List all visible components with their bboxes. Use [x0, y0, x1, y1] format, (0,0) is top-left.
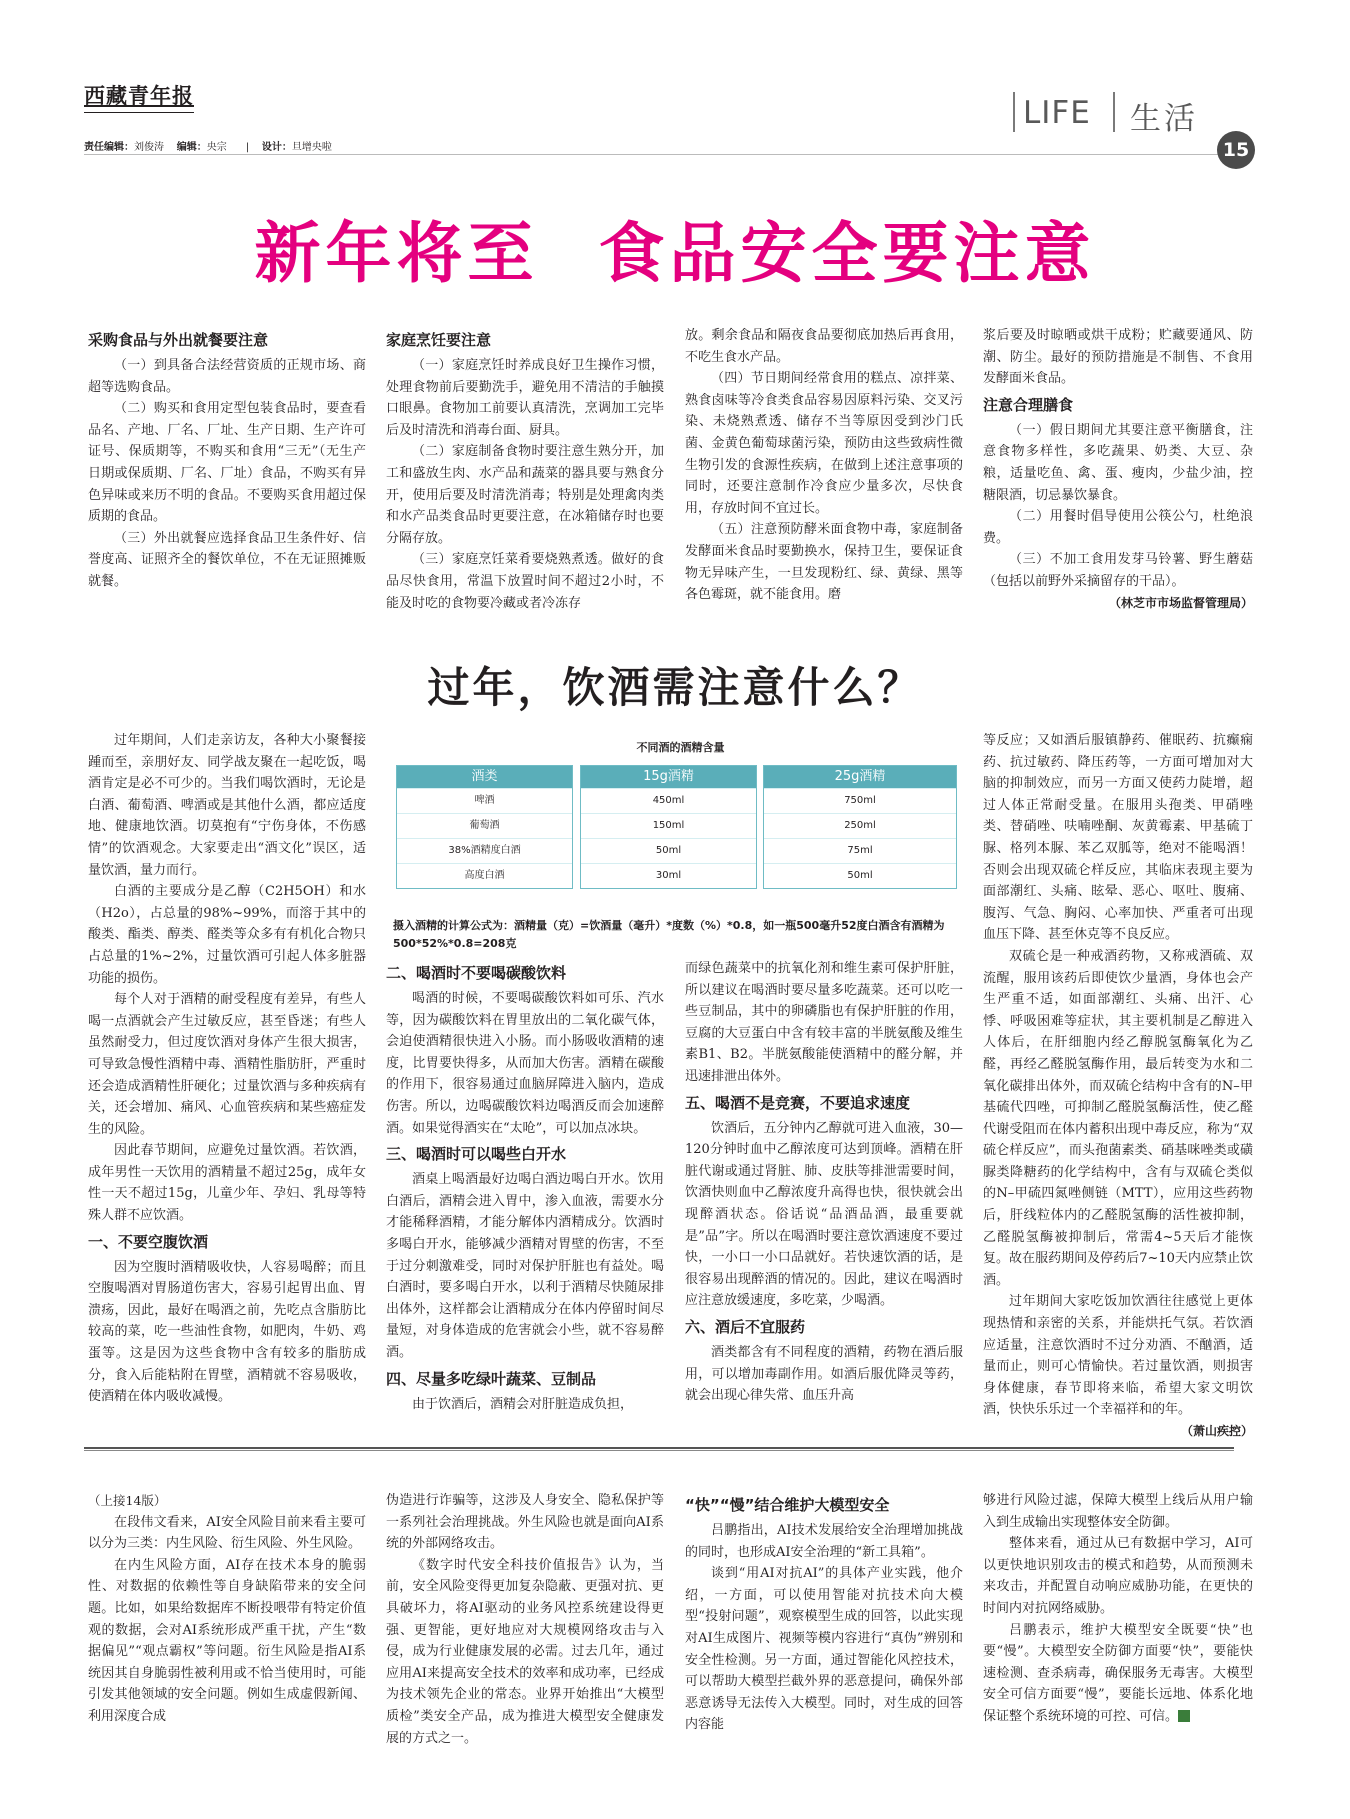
table-group-15g	[580, 765, 757, 889]
continuation-note: （上接14版）	[88, 1493, 167, 1508]
table-group-25g	[763, 765, 957, 889]
article1-column-3	[685, 325, 963, 625]
article3-column-4	[983, 1490, 1253, 1790]
paragraph: 酒类都含有不同程度的酒精，药物在酒后服用，可以增加毒副作用。如酒后服优降灵等药，就会出现心律失常、血压升高	[685, 1344, 963, 1404]
paragraph: 整体来看，通过从已有数据中学习，AI可以更快地识别攻击的模式和趋势，从而预测未来攻击，并配置自动响应威胁功能，在更快的时间内对抗网络威胁。	[983, 1536, 1253, 1616]
end-mark-icon: 终	[1178, 1710, 1190, 1722]
newspaper-logo: 西藏青年报	[84, 83, 194, 108]
subheading: 注意合理膳食	[983, 395, 1074, 414]
staff-editor: 刘俊涛	[134, 142, 164, 153]
staff-edit: 央宗	[206, 142, 227, 153]
article2-column-3	[685, 958, 963, 1430]
paragraph: 过年期间，人们走亲访友，各种大小聚餐接踵而至，亲朋好友、同学战友聚在一起吃饭，喝酒肯定是必不可少的。当我们喝饮酒时，无论是白酒、葡萄酒、啤酒或是其他什么酒，都应适度地、健康地饮酒。切莫抱有“宁伤身体，不伤感情”的饮酒观念。大家要走出“酒文化”误区，适量饮酒，量力而行。	[88, 733, 366, 878]
logo-tibetan-script-line	[84, 105, 194, 113]
table-cell: 750ml	[764, 788, 956, 813]
paragraph: （二）用餐时倡导使用公筷公勺，杜绝浪费。	[983, 509, 1253, 546]
alcohol-formula: 摄入酒精的计算公式为：酒精量（克）=饮酒量（毫升）*度数（%）*0.8，如一瓶500毫升52度白酒含有酒精为500*52%*0.8=208克	[393, 919, 945, 950]
paragraph: 浆后要及时晾晒或烘干成粉；贮藏要通风、防潮、防尘。最好的预防措施是不制售、不食用发酵面米食品。	[983, 328, 1253, 387]
table-cell: 150ml	[581, 813, 756, 838]
article2-headline: 过年，饮酒需注意什么？	[427, 663, 923, 712]
article2-column-2	[386, 958, 664, 1430]
staff-label-edit: 编辑：	[176, 142, 207, 153]
paragraph: （五）注意预防酵米面食物中毒，家庭制备发酵面米食品时要勤换水，保持卫生，要保证食物无异味产生，一旦发现粉红、绿、黄绿、黑等各色霉斑，就不能食用。磨	[685, 522, 963, 603]
table-cell: 30ml	[581, 863, 756, 888]
table-cell: 50ml	[764, 863, 956, 888]
table-header: 25g酒精	[764, 766, 956, 788]
paragraph: （二）购买和食用定型包装食品时，要查看品名、产地、厂名、厂址、生产日期、生产许可证号、保质期等，不购买和食用“三无”（无生产日期或保质期、厂名、厂址）食品，不购买有异色异味或来历不明的食品。不要购买食用超过保质期的食品。	[88, 401, 366, 525]
article1-column-1	[88, 325, 366, 625]
subheading: 二、喝酒时不要喝碳酸饮料	[386, 964, 567, 982]
table-group-liquor	[396, 765, 573, 889]
section-separator-thin	[84, 1450, 1234, 1451]
subheading: 家庭烹饪要注意	[386, 331, 492, 349]
paragraph: 吕鹏指出，AI技术发展给安全治理增加挑战的同时，也形成AI安全治理的“新工具箱”。	[685, 1523, 963, 1560]
subheading: 四、尽量多吃绿叶蔬菜、豆制品	[386, 1369, 597, 1388]
table-cell: 250ml	[764, 813, 956, 838]
paragraph: （三）家庭烹饪菜肴要烧熟煮透。做好的食品尽快食用，常温下放置时间不超过2小时，不能及时吃的食物要冷藏或者冷冻存	[386, 552, 664, 611]
table-cell: 50ml	[581, 838, 756, 863]
article3-column-1	[88, 1490, 366, 1790]
subheading: 一、不要空腹饮酒	[88, 1232, 209, 1251]
paragraph: 双硫仑是一种戒酒药物，又称戒酒硫、双流醒，服用该药后即使饮少量酒，身体也会产生严重不适，如面部潮红、头痛、出汗、心悸、呼吸困难等症状，其主要机制是乙醇进入人体后，在肝细胞内经乙醇脱氢酶氧化为乙醛，再经乙醛脱氢酶作用，最后转变为水和二氧化碳排出体外，而双硫仑结构中含有的N–甲基硫代四唑，可抑制乙醛脱氢酶活性，使乙醛代谢受阻而在体内蓄积出现中毒反应，称为“双硫仑样反应”，而头孢菌素类、硝基咪唑类或磺脲类降糖药的化学结构中，含有与双硫仑类似的N–甲硫四氮唑侧链（MTT），应用这些药物后，肝线粒体内的乙醛脱氢酶的活性被抑制，乙醛脱氢酶被抑制后，常需4~5天后才能恢复。故在服药期间及停药后7~10天内应禁止饮酒。	[983, 948, 1253, 1288]
paragraph: （三）外出就餐应选择食品卫生条件好、信誉度高、证照齐全的餐饮单位，不在无证照摊贩就餐。	[88, 530, 366, 589]
section-divider-right	[1113, 92, 1115, 132]
paragraph: 因为空腹时酒精吸收快，人容易喝醉；而且空腹喝酒对胃肠道伤害大，容易引起胃出血、胃溃疡，因此，最好在喝酒之前，先吃点含脂肪比较高的菜，吃一些油性食物，如肥肉，牛奶、鸡蛋等。这是因为这些食物中含有较多的脂肪成分，食入后能粘附在胃壁，酒精就不容易吸收，使酒精在体内吸收减慢。	[88, 1259, 366, 1405]
paragraph	[983, 1620, 1253, 1728]
section-divider-left	[1013, 92, 1015, 132]
paragraph: 酒桌上喝酒最好边喝白酒边喝白开水。饮用白酒后，酒精会进入胃中，渗入血液，需要水分才能稀释酒精，才能分解体内酒精成分。饮酒时多喝白开水，能够减少酒精对胃壁的伤害，不至于过分刺激难受，同时对保护肝脏也有益处。喝白酒时，要多喝白开水，以利于酒精尽快随尿排出体外，这样都会让酒精成分在体内停留时间尽量短，对身体造成的危害就会小些，就不容易醉酒。	[386, 1172, 664, 1360]
page-number-badge: 15	[1217, 131, 1255, 169]
section-label-en: LIFE	[1023, 95, 1091, 131]
paragraph: （一）假日期间尤其要注意平衡膳食，注意食物多样性，多吃蔬果、奶类、大豆、杂粮，适量吃鱼、禽、蛋、瘦肉，少盐少油，控糖限酒，切忌暴饮暴食。	[983, 422, 1253, 503]
paragraph: 每个人对于酒精的耐受程度有差异，有些人喝一点酒就会产生过敏反应，甚至昏迷；有些人虽然耐受力，但过度饮酒对身体产生很大损害，可导致急慢性酒精中毒、酒精性脂肪肝，严重时还会造成酒精性肝硬化；过量饮酒与多种疾病有关，还会增加、痛风、心血管疾病和某些癌症发生的风险。	[88, 992, 366, 1137]
paragraph: 等反应；又如酒后服镇静药、催眠药、抗癫痫药、抗过敏药、降压药等，一方面可增加对大脑的抑制效应，而另一方面又使药力陡增，超过人体正常耐受量。在服用头孢类、甲硝唑类、替硝唑、呋喃唑酮、灰黄霉素、甲基硫丁脲、格列本脲、苯乙双胍等，绝对不能喝酒！否则会出现双硫仑样反应，其临床表现主要为面部潮红、头痛、眩晕、恶心、呕吐、腹痛、腹泻、气急、胸闷、心率加快、严重者可出现血压下降、甚至休克等不良反应。	[983, 733, 1253, 943]
table-cell: 75ml	[764, 838, 956, 863]
paragraph: 白酒的主要成分是乙醇（C2H5OH）和水（H2o），占总量的98%~99%，而溶于其中的酸类、酯类、醇类、醛类等众多有有机化合物只占总量的1%~2%，过量饮酒可引起人体多脏器功能的损伤。	[88, 884, 366, 986]
table-header: 酒类	[397, 766, 572, 788]
headline-part-a: 新年将至	[254, 215, 539, 292]
paragraph: 由于饮酒后，酒精会对肝脏造成负担，	[412, 1396, 634, 1412]
paragraph: （一）家庭烹饪时养成良好卫生操作习惯，处理食物前后要勤洗手，避免用不清洁的手触摸口眼鼻。食物加工前要认真清洗，烹调加工完毕后及时清洗和消毒台面、厨具。	[386, 358, 664, 438]
paragraph: （四）节日期间经常食用的糕点、凉拌菜、熟食卤味等冷食类食品容易因原料污染、交叉污染、未烧熟煮透、储存不当等原因受到沙门氏菌、金黄色葡萄球菌污染，预防由这些致病性微生物引发的食源性疾病，在做到上述注意事项的同时，还要注意制作冷食应少量多次，尽快食用，存放时间不宜过长。	[685, 371, 963, 516]
alcohol-content-table	[393, 733, 968, 948]
paragraph: 饮酒后，五分钟内乙醇就可进入血液，30—120分钟时血中乙醇浓度可达到顶峰。酒精在肝脏代谢或通过肾脏、肺、皮肤等排泄需要时间，饮酒快则血中乙醇浓度升高得也快，很快就会出现醉酒状态。俗话说“品酒品酒，最重要就是”品”字。所以在喝酒时要注意饮酒速度不要过快，一小口一小口品就好。若快速饮酒的话，是很容易出现醉酒的情况的。因此，建议在喝酒时应注意放缓速度，多吃菜，少喝酒。	[685, 1120, 963, 1309]
subheading: 六、酒后不宜服药	[685, 1317, 806, 1336]
section-separator	[84, 1447, 1234, 1449]
article1-column-4	[983, 325, 1253, 625]
table-title: 不同酒的酒精含量	[636, 741, 725, 754]
paragraph: 在段伟文看来，AI安全风险目前来看主要可以分为三类：内生风险、衍生风险、外生风险。	[88, 1514, 366, 1552]
staff-label-editor: 责任编辑：	[84, 142, 134, 153]
paragraph: （三）不加工食用发芽马铃薯、野生蘑菇（包括以前野外采摘留存的干品）。	[983, 552, 1253, 589]
article1-headline	[0, 200, 1350, 295]
paragraph: 喝酒的时候，不要喝碳酸饮料如可乐、汽水等，因为碳酸饮料在胃里放出的二氧化碳气体，会迫使酒精很快进入小肠。而小肠吸收酒精的速度，比胃要快得多，从而加大伤害。酒精在碳酸的作用下，很容易通过血脑屏障进入脑内，造成伤害。所以，边喝碳酸饮料边喝酒反而会加速醉酒。如果觉得酒实在“太呛”，可以加点冰块。	[386, 991, 664, 1136]
paragraph: （一）到具备合法经营资质的正规市场、商超等选购食品。	[88, 358, 366, 395]
subheading: “快”“慢”结合维护大模型安全	[685, 1496, 890, 1514]
article3-column-2	[386, 1490, 664, 1790]
paragraph: （二）家庭制备食物时要注意生熟分开，加工和盛放生肉、水产品和蔬菜的器具要与熟食分开，使用后要及时清洗消毒；特别是处理禽肉类和水产品类食品时更要注意，在冰箱储存时也要分隔存放。	[386, 444, 664, 546]
table-cell: 啤酒	[397, 788, 572, 813]
article-source: （萧山疾控）	[1180, 1424, 1253, 1438]
table-cell: 38%酒精度白酒	[397, 838, 572, 863]
headline-part-b: 食品安全要注意	[598, 215, 1096, 292]
section-label-cn: 生活	[1130, 101, 1198, 137]
staff-design: 旦增央啦	[291, 142, 332, 153]
staff-credits	[84, 138, 332, 153]
paragraph: 放。剩余食品和隔夜食品要彻底加热后再食用，不吃生食水产品。	[685, 328, 963, 365]
table-cell: 高度白酒	[397, 863, 572, 888]
article-source: （林芝市市场监督管理局）	[1108, 595, 1253, 610]
paragraph: 够进行风险过滤，保障大模型上线后从用户输入到生成输出实现整体安全防御。	[983, 1493, 1253, 1530]
paragraph: 谈到“用AI对抗AI”的具体产业实践，他介绍，一方面，可以使用智能对抗技术向大模型“投射问题”，观察模型生成的回答，以此实现对AI生成图片、视频等模内容进行“真伪”辨别和安全性检测。另一方面，通过智能化风控技术，可以帮助大模型拦截外界的恶意提问，确保外部恶意诱导无法传入大模型。同时，对生成的回答内容能	[685, 1566, 963, 1733]
staff-separator: |	[245, 142, 250, 153]
paragraph-text: 吕鹏表示，维护大模型安全既要“快”也要“慢”。大模型安全防御方面要“快”，要能快速检测、查杀病毒，确保服务无毒害。大模型安全可信方面要“慢”，要能长远地、体系化地保证整个系统环境的可控、可信。	[983, 1622, 1253, 1724]
article2-column-4	[983, 730, 1253, 1438]
paragraph: 过年期间大家吃饭加饮酒往往感觉上更体现热情和亲密的关系，并能烘托气氛。若饮酒应适量，注意饮酒时不过分劝酒、不酗酒，适量而止，则可心情愉快。若过量饮酒，则损害身体健康，春节即将来临，希望大家文明饮酒，快快乐乐过一个幸福祥和的年。	[983, 1294, 1253, 1418]
staff-label-design: 设计：	[261, 142, 292, 153]
table-cell: 450ml	[581, 788, 756, 813]
article3-column-3	[685, 1490, 963, 1790]
paragraph: 《数字时代安全科技价值报告》认为，当前，安全风险变得更加复杂隐蔽、更强对抗、更具破坏力，将AI驱动的业务风控系统建设得更强、更智能，更好地应对大规模网络攻击与入侵，成为行业健康发展的必需。过去几年，通过应用AI来提高安全技术的效率和成功率，已经成为技术领先企业的常态。业界开始推出“大模型质检”类安全产品，成为推进大模型安全健康发展的方式之一。	[386, 1557, 664, 1746]
header-rule	[84, 154, 1234, 155]
table-header: 15g酒精	[581, 766, 756, 788]
article2-column-1	[88, 730, 366, 1430]
table-cell: 葡萄酒	[397, 813, 572, 838]
subheading: 采购食品与外出就餐要注意	[88, 331, 269, 349]
paragraph: 伪造进行诈骗等，这涉及人身安全、隐私保护等一系列社会治理挑战。外生风险也就是面向AI系统的外部网络攻击。	[386, 1493, 664, 1552]
subheading: 五、喝酒不是竞赛，不要追求速度	[685, 1093, 911, 1112]
article1-column-2	[386, 325, 664, 625]
subheading: 三、喝酒时可以喝些白开水	[386, 1145, 567, 1164]
paragraph: 在内生风险方面，AI存在技术本身的脆弱性、对数据的依赖性等自身缺陷带来的安全问题。比如，如果给数据库不断投喂带有特定价值观的数据，会对AI系统形成严重干扰，产生“数据偏见”“观点霸权”等问题。衍生风险是指AI系统因其自身脆弱性被利用或不恰当使用时，可能引发其他领域的安全问题。例如生成虚假新闻、利用深度合成	[88, 1557, 366, 1724]
paragraph: 而绿色蔬菜中的抗氧化剂和维生素可保护肝脏，所以建议在喝酒时要尽量多吃蔬菜。还可以吃一些豆制品，其中的卵磷脂也有保护肝脏的作用，豆腐的大豆蛋白中含有较丰富的半胱氨酸及维生素B1、B2。半胱氨酸能使酒精中的醛分解，并迅速排泄出体外。	[685, 961, 963, 1084]
paragraph: 因此春节期间，应避免过量饮酒。若饮酒，成年男性一天饮用的酒精量不超过25g，成年女性一天不超过15g，儿童少年、孕妇、乳母等特殊人群不应饮酒。	[88, 1143, 366, 1224]
